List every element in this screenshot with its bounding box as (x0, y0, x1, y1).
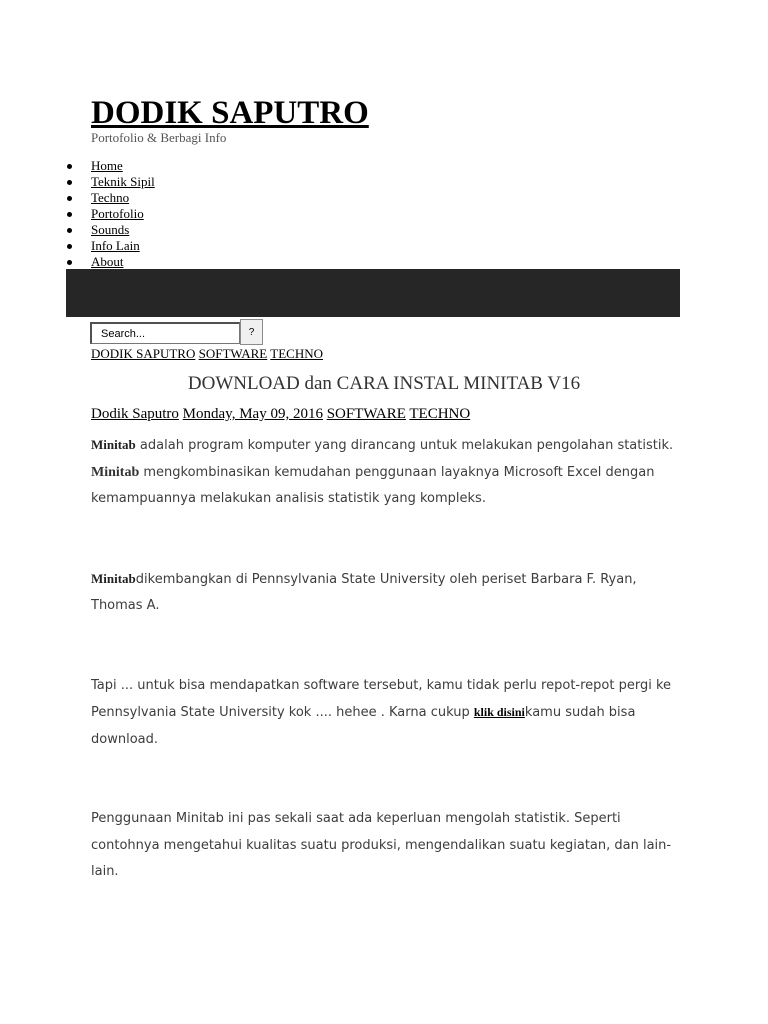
paragraph-text: Tapi ... untuk bisa mendapatkan software tersebut, kamu tidak perlu repot-repot pergi ke Pennsylvania State University kok .... hehee . Karna cukup (91, 677, 672, 720)
minitab-term: Minitab (91, 464, 140, 480)
paragraph-text: Penggunaan Minitab ini pas sekali saat ada keperluan mengolah statistik. Seperti contohnya mengetahui kualitas suatu produksi, mengendalikan suatu kegiatan, dan lain-lain. (91, 811, 672, 879)
post-author-link[interactable]: Dodik Saputro (91, 406, 179, 422)
nav-link-techno[interactable]: Techno (91, 190, 130, 205)
nav-item-info-lain (64, 238, 155, 254)
breadcrumb-software-link[interactable]: SOFTWARE (198, 346, 268, 361)
post-label-techno-link[interactable]: TECHNO (409, 406, 471, 422)
breadcrumb (91, 346, 323, 362)
nav-link-teknik-sipil[interactable]: Teknik Sipil (91, 174, 155, 189)
minitab-term: Minitab (91, 437, 136, 452)
search-button[interactable]: ? (240, 319, 263, 345)
nav-item-home (64, 158, 155, 174)
post-paragraph-3 (91, 673, 691, 754)
search-input[interactable] (90, 322, 240, 344)
header-bar (66, 269, 680, 317)
paragraph-text: adalah program komputer yang dirancang untuk melakukan pengolahan statistik. (135, 438, 674, 453)
nav-link-home[interactable]: Home (91, 158, 123, 173)
minitab-term: Minitab (91, 570, 136, 586)
nav-item-about (64, 254, 155, 270)
download-link[interactable]: klik disini (473, 705, 525, 719)
post-paragraph-2 (91, 566, 691, 620)
post-body (91, 432, 691, 886)
site-title[interactable]: DODIK SAPUTRO (91, 95, 369, 131)
breadcrumb-home-link[interactable]: DODIK SAPUTRO (91, 346, 196, 361)
paragraph-text: kamu sudah bisa download. (91, 705, 636, 747)
post-paragraph-4 (91, 806, 691, 886)
nav-link-info-lain[interactable]: Info Lain (91, 238, 140, 253)
breadcrumb-techno-link[interactable]: TECHNO (270, 346, 323, 361)
post-meta (91, 405, 470, 423)
nav-link-sounds[interactable]: Sounds (91, 222, 130, 237)
paragraph-text: mengkombinasikan kemudahan penggunaan layaknya Microsoft Excel dengan kemampuannya melakukan analisis statistik yang kompleks. (91, 464, 655, 506)
nav-item-portofolio (64, 206, 155, 222)
nav-link-portofolio[interactable]: Portofolio (91, 206, 144, 221)
nav-link-about[interactable]: About (91, 254, 124, 269)
nav-item-teknik-sipil (64, 174, 155, 190)
main-nav (64, 158, 155, 270)
paragraph-text: dikembangkan di Pennsylvania State University oleh periset Barbara F. Ryan, Thomas A. (91, 571, 637, 613)
post-title: DOWNLOAD dan CARA INSTAL MINITAB V16 (187, 373, 581, 394)
site-description: Portofolio & Berbagi Info (91, 130, 227, 145)
post-date-link[interactable]: Monday, May 09, 2016 (182, 406, 323, 422)
post-label-software-link[interactable]: SOFTWARE (326, 406, 406, 422)
nav-item-techno (64, 190, 155, 206)
nav-item-sounds (64, 222, 155, 238)
post-paragraph-1 (91, 432, 691, 513)
